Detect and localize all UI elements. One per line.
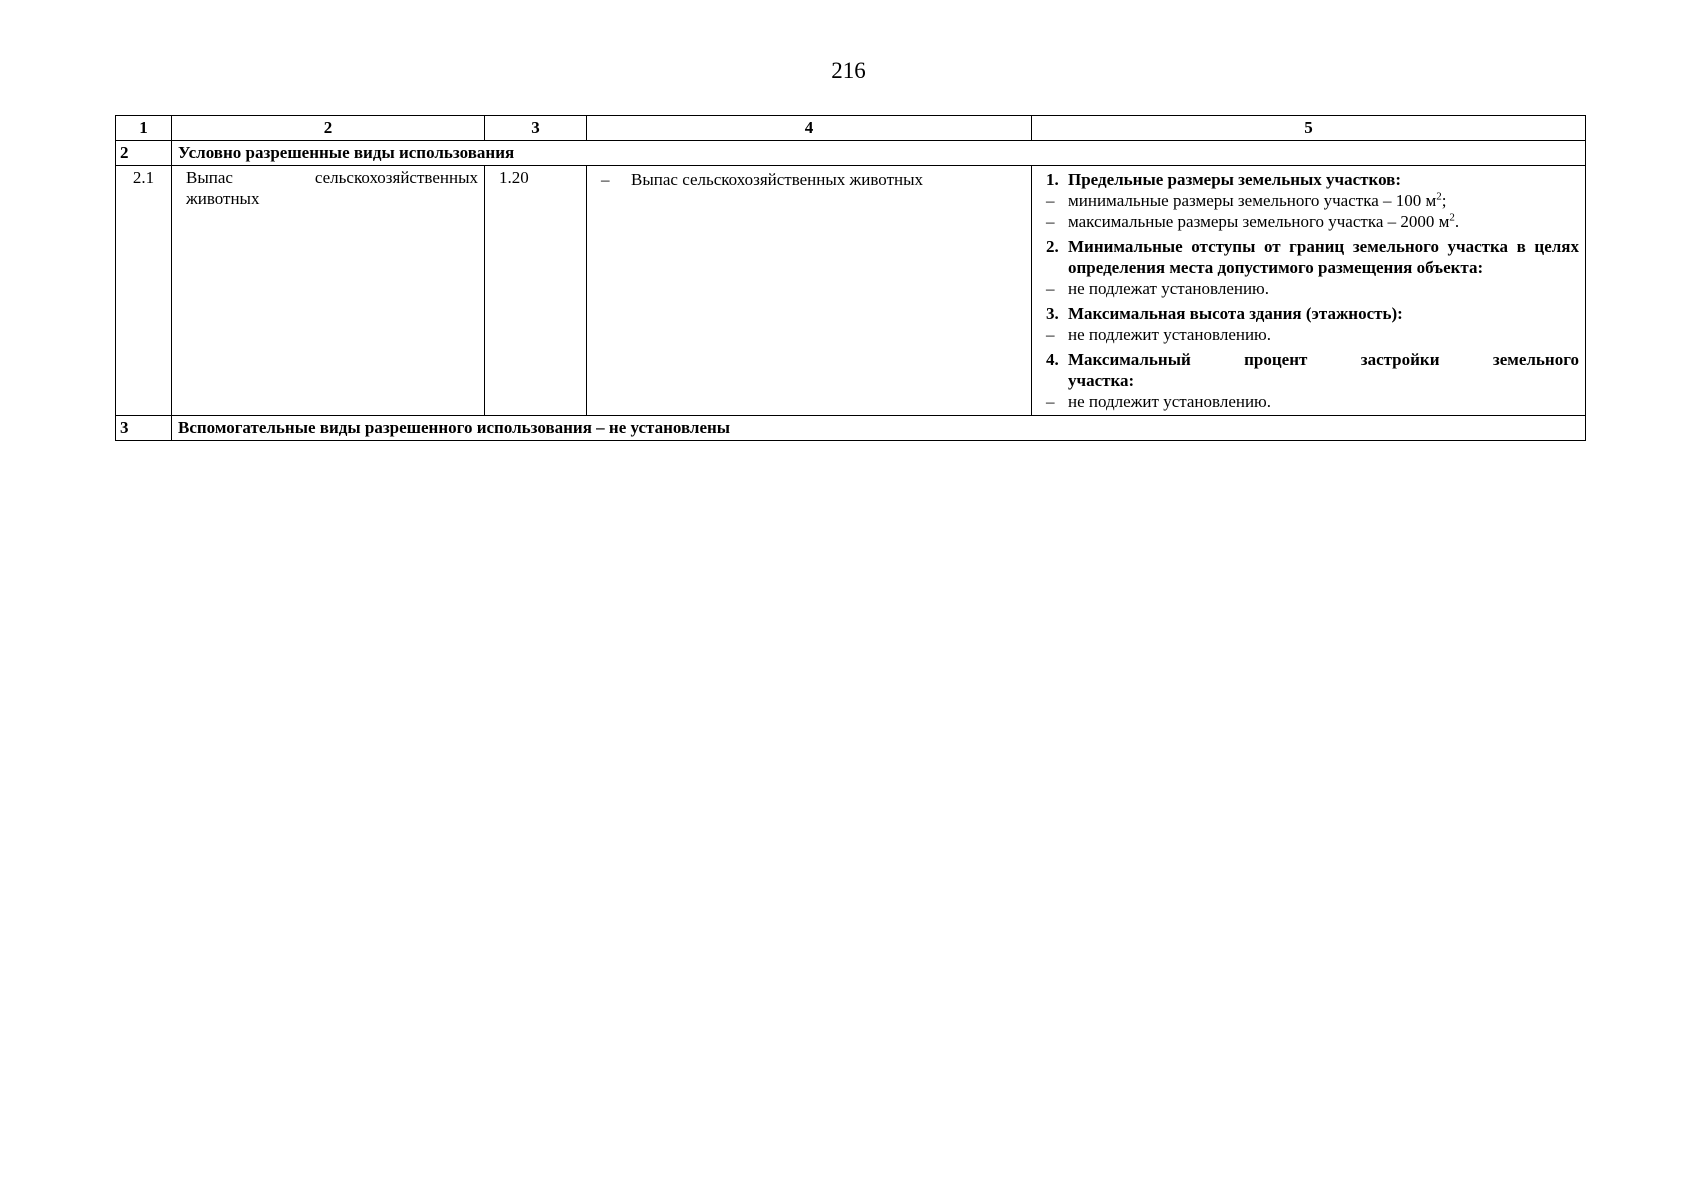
requirement-number: 2. bbox=[1046, 237, 1059, 256]
section-title: Вспомогательные виды разрешенного использования – не установлены bbox=[172, 416, 1586, 441]
header-cell-5: 5 bbox=[1032, 116, 1586, 141]
requirement-3 bbox=[1038, 303, 1579, 345]
requirement-line bbox=[1038, 190, 1579, 211]
requirement-4 bbox=[1038, 349, 1579, 412]
requirement-heading: Максимальный процент застройки земельного участка: bbox=[1068, 350, 1579, 390]
use-name-line-2: животных bbox=[186, 189, 260, 208]
requirement-heading: Предельные размеры земельных участков: bbox=[1068, 170, 1402, 189]
use-name-line-1: Выпас сельскохозяйственных bbox=[186, 168, 478, 187]
list-dash: – bbox=[1046, 212, 1055, 231]
list-item-text: Выпас сельскохозяйственных животных bbox=[631, 170, 924, 189]
row-number: 2.1 bbox=[116, 166, 172, 416]
section-number: 3 bbox=[116, 416, 172, 441]
requirement-heading: Минимальные отступы от границ земельного участка в целях определения места допустимого размещения объекта: bbox=[1068, 237, 1579, 277]
use-code-cell: 1.20 bbox=[485, 166, 587, 416]
list-dash: – bbox=[601, 170, 610, 189]
list-dash: – bbox=[1046, 191, 1055, 210]
table-header-row bbox=[116, 116, 1586, 141]
requirement-heading: Максимальная высота здания (этажность): bbox=[1068, 304, 1403, 323]
requirement-line bbox=[1038, 278, 1579, 299]
list-dash: – bbox=[1046, 279, 1055, 298]
requirement-value: минимальные размеры земельного участка – 100 $м^2$; bbox=[1068, 190, 1447, 210]
requirement-value: не подлежит установлению. bbox=[1068, 392, 1272, 411]
section-row-3 bbox=[116, 416, 1586, 441]
list-dash: – bbox=[1046, 325, 1055, 344]
section-title: Условно разрешенные виды использования bbox=[172, 141, 1586, 166]
requirement-value: максимальные размеры земельного участка – 2000 $м^2$. bbox=[1068, 211, 1460, 231]
requirement-number: 1. bbox=[1046, 170, 1059, 189]
requirement-1 bbox=[1038, 169, 1579, 232]
requirement-line bbox=[1038, 391, 1579, 412]
requirement-line bbox=[1038, 324, 1579, 345]
table-row bbox=[116, 166, 1586, 416]
use-name-cell bbox=[172, 166, 485, 416]
requirement-2 bbox=[1038, 236, 1579, 299]
use-description-cell bbox=[587, 166, 1032, 416]
header-cell-4: 4 bbox=[587, 116, 1032, 141]
section-number: 2 bbox=[116, 141, 172, 166]
requirements-cell bbox=[1032, 166, 1586, 416]
list-dash: – bbox=[1046, 392, 1055, 411]
header-cell-1: 1 bbox=[116, 116, 172, 141]
list-item bbox=[593, 167, 1025, 190]
section-row-2 bbox=[116, 141, 1586, 166]
requirement-number: 4. bbox=[1046, 350, 1059, 369]
header-cell-3: 3 bbox=[485, 116, 587, 141]
requirement-value: не подлежит установлению. bbox=[1068, 325, 1272, 344]
requirement-number: 3. bbox=[1046, 304, 1059, 323]
land-use-table bbox=[115, 115, 1586, 441]
requirement-value: не подлежат установлению. bbox=[1068, 279, 1270, 298]
requirement-line bbox=[1038, 211, 1579, 232]
page-number: 216 bbox=[831, 58, 866, 83]
header-cell-2: 2 bbox=[172, 116, 485, 141]
